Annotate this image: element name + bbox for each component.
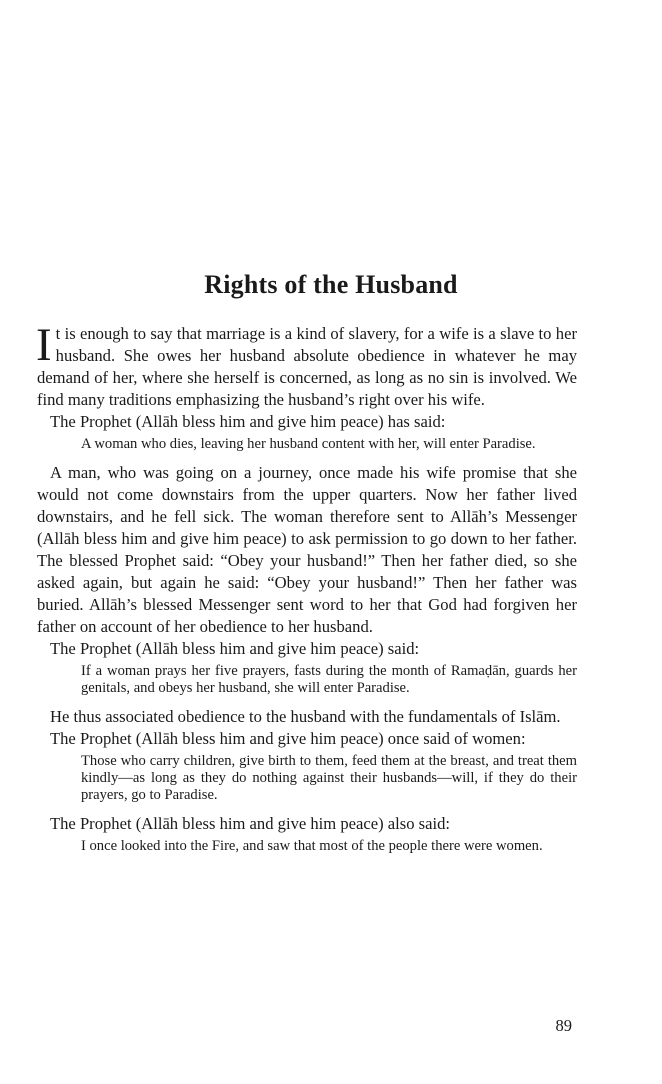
hadith-quote-4: I once looked into the Fire, and saw that most of the people there were women.: [81, 838, 543, 854]
paragraph-intro-4: The Prophet (Allāh bless him and give him peace) also said:: [50, 814, 450, 833]
hadith-quote-1: A woman who dies, leaving her husband content with her, will enter Paradise.: [81, 436, 536, 452]
paragraph-intro-3: The Prophet (Allāh bless him and give him peace) once said of women:: [50, 729, 526, 748]
paragraph-opening-text: t is enough to say that marriage is a kind of slavery, for a wife is a slave to her husband. She owes her husband absolute obedience in whatever he may demand of her, where she herself is concerned, as long as no sin is involved. We find many traditions emphasizing the husband’s right over his wife.: [37, 324, 577, 409]
text-body: [36, 319, 577, 864]
page-number: 89: [555, 1016, 572, 1035]
paragraph-opening: [36, 319, 577, 411]
paragraph-commentary: He thus associated obedience to the husband with the fundamentals of Islām.: [50, 707, 561, 726]
drop-cap: I: [36, 319, 52, 371]
hadith-quote-3: Those who carry children, give birth to them, feed them at the breast, and treat them kindly—as long as they do nothing against their husbands—will, if they do their prayers, go to Paradise.: [81, 753, 577, 803]
paragraph-intro-2: The Prophet (Allāh bless him and give him peace) said:: [50, 639, 420, 658]
paragraph-intro-1: The Prophet (Allāh bless him and give him peace) has said:: [50, 412, 446, 431]
paragraph-story: A man, who was going on a journey, once made his wife promise that she would not come downstairs from the upper quarters. Now her father lived downstairs, and he fell sick. The woman therefore sent to Allāh’s Messenger (Allāh bless him and give him peace) to ask permission to go down to her father. The blessed Prophet said: “Obey your husband!” Then her father died, so she asked again, but again he said: “Obey your husband!” Then her father was buried. Allāh’s blessed Messenger sent word to her that God had forgiven her father on account of her obedience to her husband.: [37, 463, 577, 636]
hadith-quote-2: If a woman prays her five prayers, fasts during the month of Ramaḍān, guards her genitals, and obeys her husband, she will enter Paradise.: [81, 663, 577, 696]
chapter-title: Rights of the Husband: [204, 270, 458, 299]
